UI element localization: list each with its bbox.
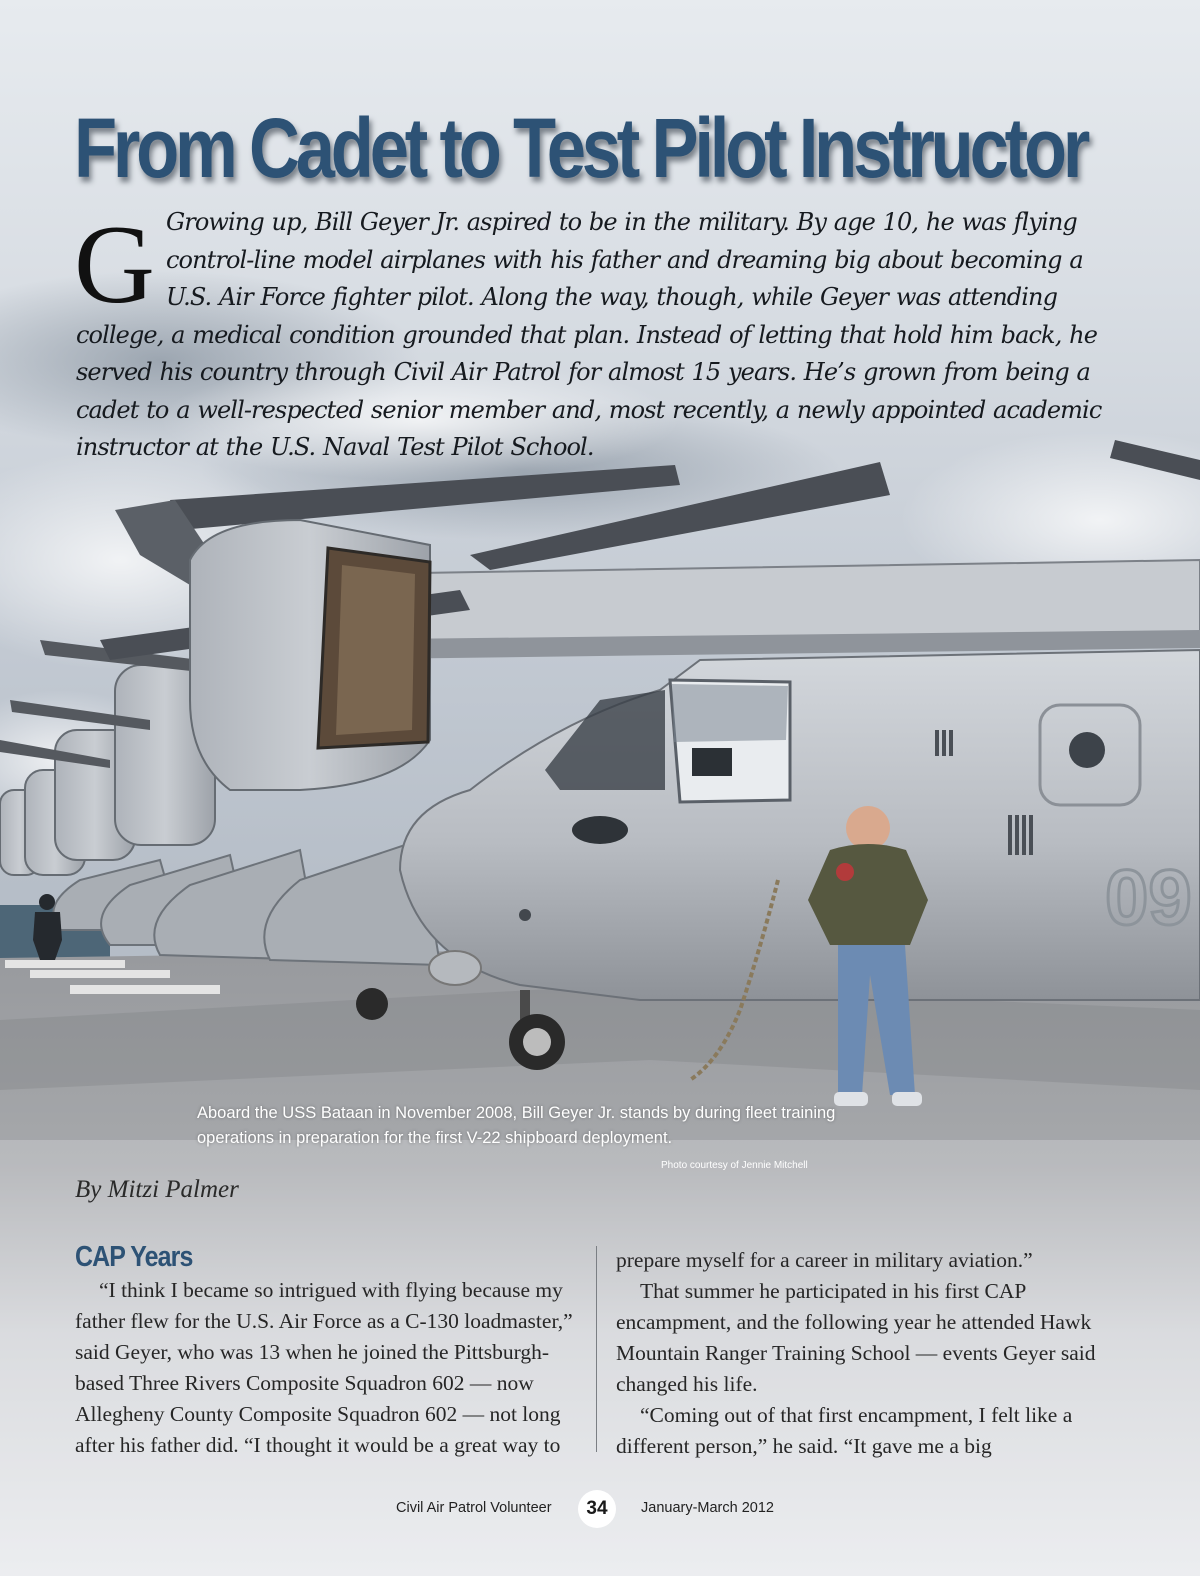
- body-paragraph: “Coming out of that first encampment, I felt like a different person,” he said. “It gave me a big: [616, 1403, 1073, 1458]
- intro-paragraph: Growing up, Bill Geyer Jr. aspired to be in the military. By age 10, he was flying control-line model airplanes with his father and dreaming big about becoming a U.S. Air Force fighter pilot. Along the way, though, while Geyer was attending college, a medical condition grounded that plan. Instead of letting that hold him back, he served his country through Civil Air Patrol for almost 15 years. He’s grown from being a cadet to a well-respected senior member and, most recently, a newly appointed academic instructor at the U.S. Naval Test Pilot School.: [76, 208, 1102, 461]
- article-title: From Cadet to Test Pilot Instructor: [74, 101, 1087, 195]
- drop-cap: G: [74, 203, 154, 327]
- body-paragraph: “I think I became so intrigued with flying because my father flew for the U.S. Air Force as a C-130 loadmaster,” said Geyer, who was 13 when he joined the Pittsburgh-based Three Rivers Composite Squadron 602 — now Allegheny County Composite Squadron 602 — not long after his father did. “I thought it would be a great way to: [75, 1278, 573, 1457]
- page-number: 34: [578, 1490, 616, 1528]
- aircraft-number: 09: [1105, 853, 1192, 941]
- body-paragraph: That summer he participated in his first CAP encampment, and the following year he attended Hawk Mountain Ranger Training School — events Geyer said changed his life.: [616, 1279, 1096, 1396]
- article-intro: [76, 204, 1126, 467]
- byline: By Mitzi Palmer: [75, 1176, 239, 1203]
- column-divider: [596, 1246, 597, 1452]
- page-footer: [0, 1490, 1200, 1530]
- photo-credit: Photo courtesy of Jennie Mitchell: [661, 1160, 808, 1171]
- body-column-left: [75, 1240, 575, 1461]
- section-heading: CAP Years: [75, 1241, 193, 1273]
- body-column-right: [616, 1245, 1126, 1462]
- photo-caption: Aboard the USS Bataan in November 2008, Bill Geyer Jr. stands by during fleet training operations in preparation for the first V-22 shipboard deployment.: [197, 1104, 836, 1147]
- publication-name: Civil Air Patrol Volunteer: [396, 1500, 552, 1516]
- issue-date: January-March 2012: [641, 1500, 774, 1516]
- body-paragraph: prepare myself for a career in military aviation.”: [616, 1248, 1033, 1272]
